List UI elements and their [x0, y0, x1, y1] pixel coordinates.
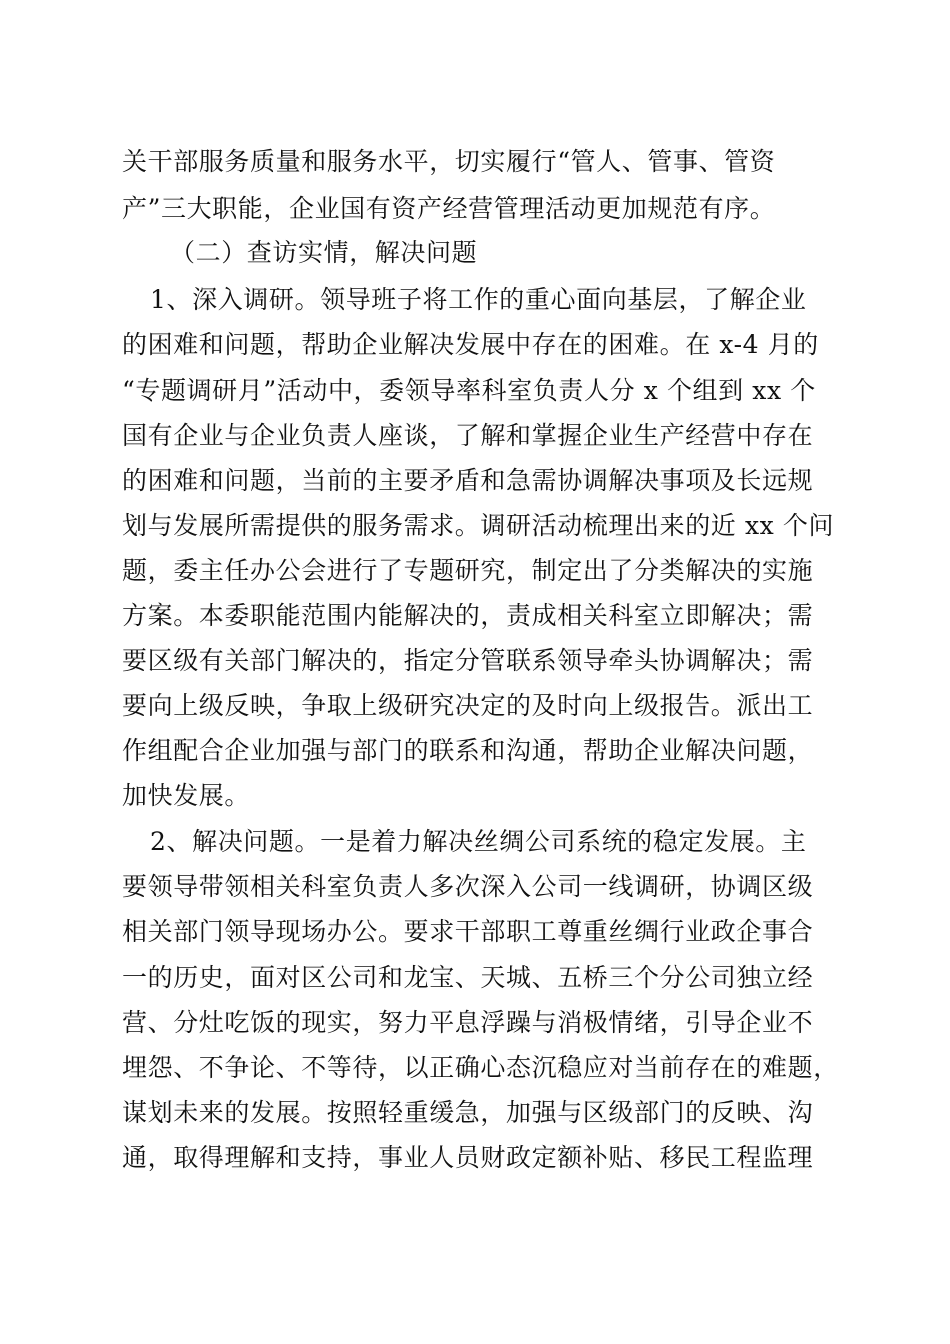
paragraph-start: 2、解决问题。一是着力解决丝绸公司系统的稳定发展。主 [150, 827, 807, 856]
text-line: 要领导带领相关科室负责人多次深入公司一线调研，协调区级 [122, 872, 814, 901]
text-line: 营、分灶吃饭的现实，努力平息浮躁与消极情绪，引导企业不 [122, 1008, 814, 1037]
text-line: 划与发展所需提供的服务需求。调研活动梳理出来的近 xx 个问 [122, 511, 835, 540]
text-line: 的困难和问题，帮助企业解决发展中存在的困难。在 x-4 月的 [122, 330, 819, 359]
text-line: 的困难和问题，当前的主要矛盾和急需协调解决事项及长远规 [122, 466, 814, 495]
text-line: 一的历史，面对区公司和龙宝、天城、五桥三个分公司独立经 [122, 963, 814, 992]
text-line: 要向上级反映，争取上级研究决定的及时向上级报告。派出工 [122, 691, 814, 720]
text-line: 通，取得理解和支持，事业人员财政定额补贴、移民工程监理 [122, 1143, 814, 1172]
text-line: 方案。本委职能范围内能解决的，责成相关科室立即解决；需 [122, 601, 814, 630]
section-heading: （二）查访实情，解决问题 [170, 238, 478, 267]
text-line: 加快发展。 [122, 781, 251, 810]
text-line: 产”三大职能，企业国有资产经营管理活动更加规范有序。 [122, 194, 776, 223]
text-line: “专题调研月”活动中，委领导率科室负责人分 x 个组到 xx 个 [122, 376, 816, 405]
text-line: 埋怨、不争论、不等待，以正确心态沉稳应对当前存在的难题， [122, 1053, 839, 1082]
text-line: 要区级有关部门解决的，指定分管联系领导牵头协调解决；需 [122, 646, 814, 675]
text-line: 关干部服务质量和服务水平，切实履行“管人、管事、管资 [122, 147, 776, 176]
text-line: 作组配合企业加强与部门的联系和沟通，帮助企业解决问题， [122, 736, 814, 765]
text-line: 相关部门领导现场办公。要求干部职工尊重丝绸行业政企事合 [122, 917, 814, 946]
paragraph-start: 1、深入调研。领导班子将工作的重心面向基层，了解企业 [150, 285, 807, 314]
text-line: 题，委主任办公会进行了专题研究，制定出了分类解决的实施 [122, 556, 814, 585]
text-line: 国有企业与企业负责人座谈，了解和掌握企业生产经营中存在 [122, 421, 814, 450]
text-line: 谋划未来的发展。按照轻重缓急，加强与区级部门的反映、沟 [122, 1098, 814, 1127]
